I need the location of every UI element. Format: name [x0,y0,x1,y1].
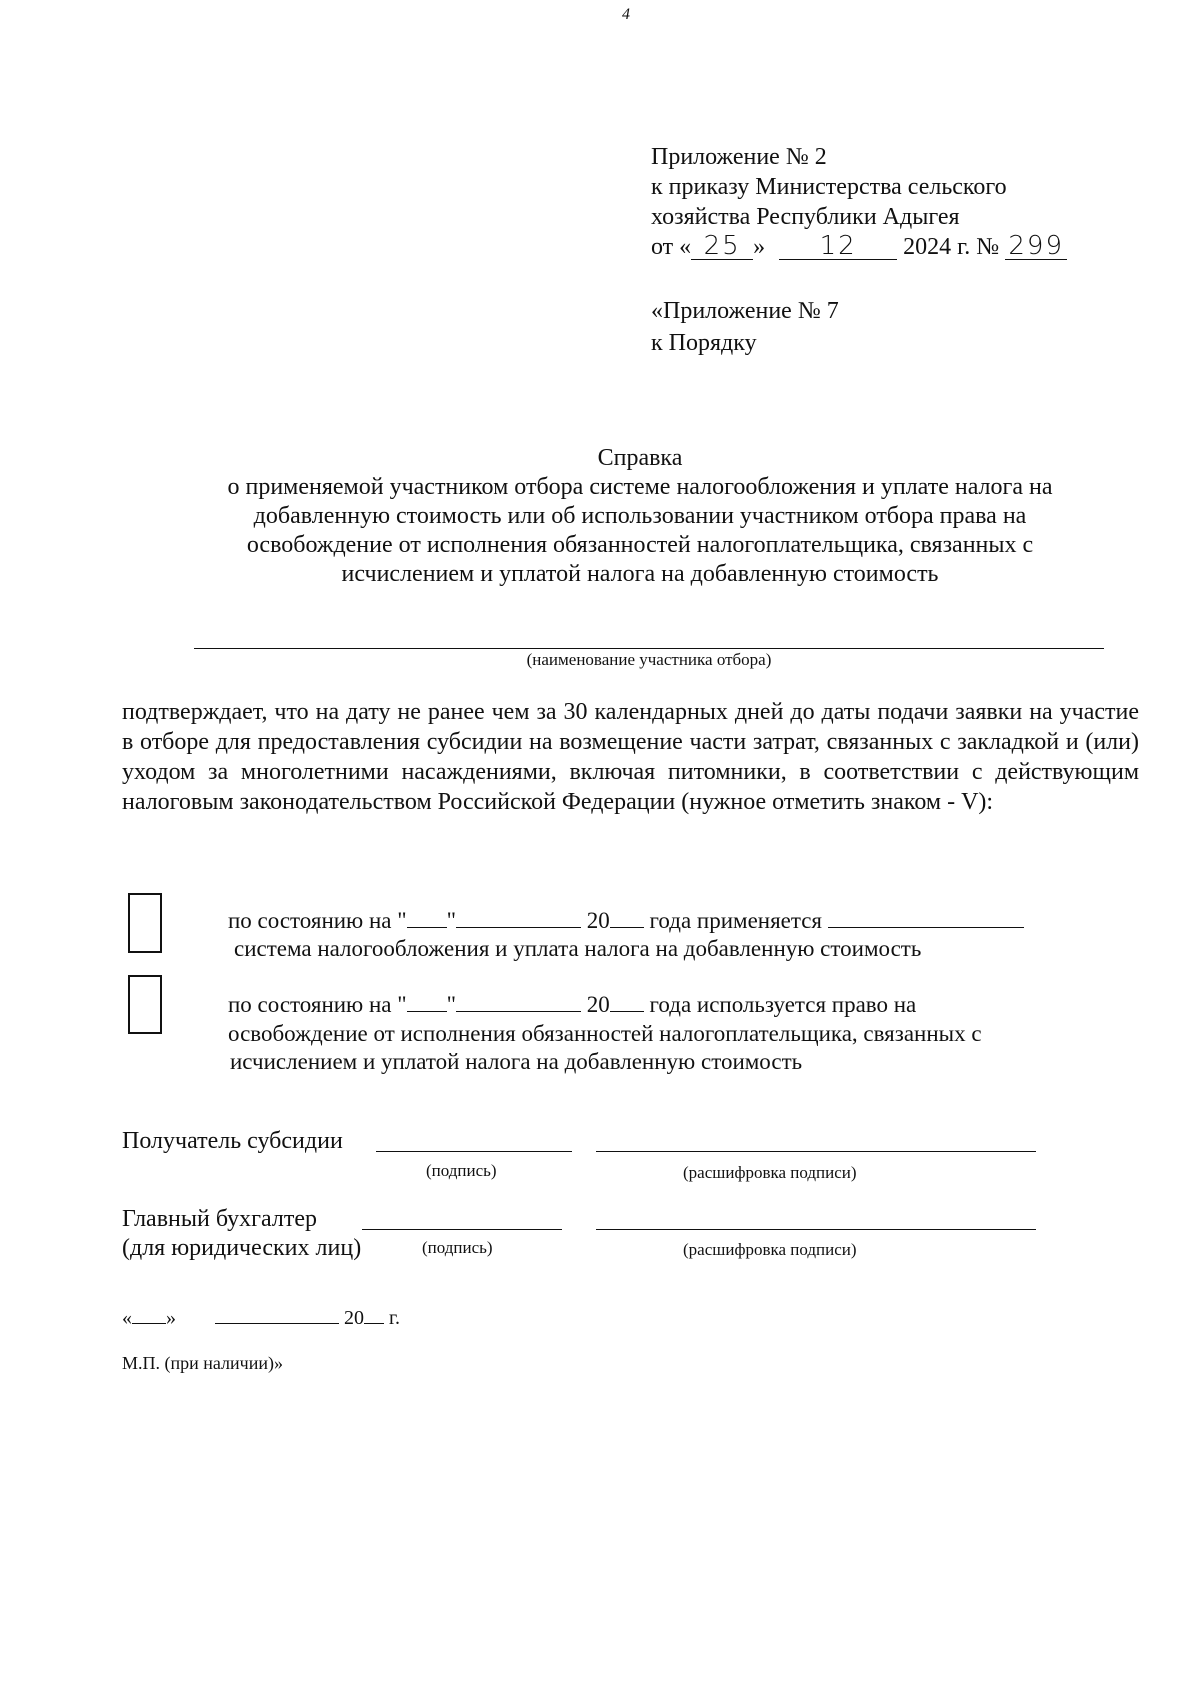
stamp-place: М.П. (при наличии)» [122,1353,283,1373]
quote-close: » [753,234,766,260]
header-date-line [651,232,1067,262]
accountant-decode-field[interactable] [596,1229,1036,1230]
year-part: 2024 г. № [903,234,1000,260]
month-blank[interactable] [456,907,581,928]
handwritten-month: 12 [779,233,897,260]
date-prefix: от « [651,234,692,260]
appendix-line-1: «Приложение № 7 [651,298,839,324]
recipient-label: Получатель субсидии [122,1128,343,1154]
date-open-quote: « [122,1307,132,1329]
month-blank[interactable] [456,991,581,1012]
accountant-sublabel: (для юридических лиц) [122,1235,362,1261]
checkbox-taxation-system[interactable] [128,893,162,953]
accountant-signature-field[interactable] [362,1229,562,1230]
title-line-4: исчислением и уплатой налога на добавленную стоимость [341,561,939,587]
option-2-line-2: освобождение от исполнения обязанностей налогоплательщика, связанных с [228,1021,982,1046]
option-1-suffix: года применяется [649,908,823,933]
option-2-suffix: года используется право на [649,992,917,1017]
day-blank[interactable] [407,991,447,1012]
checkbox-vat-exemption[interactable] [128,975,162,1034]
date-twenty: 20 [344,1307,364,1329]
option-1-line-2: система налогообложения и уплата налога на добавленную стоимость [234,936,922,961]
recipient-decode-caption: (расшифровка подписи) [683,1163,857,1182]
date-year-blank[interactable] [364,1305,384,1324]
header-line-3: хозяйства Республики Адыгея [651,204,960,230]
date-month-blank[interactable] [215,1305,339,1324]
year-blank[interactable] [610,907,644,928]
handwritten-day: 25 [691,233,753,260]
title-heading: Справка [597,445,683,471]
title-line-1: о применяемой участником отбора системе налогообложения и уплате налога на [227,474,1053,500]
option-1-twenty: 20 [586,908,610,933]
date-day-blank[interactable] [132,1305,166,1324]
header-line-1: Приложение № 2 [651,144,827,170]
taxation-system-blank[interactable] [828,907,1024,928]
day-blank[interactable] [407,907,447,928]
appendix-line-2: к Порядку [651,330,757,356]
option-2-prefix: по состоянию на " [228,992,407,1017]
option-1-quote: " [446,908,457,933]
date-row [122,1305,400,1330]
participant-name-field[interactable] [194,648,1104,649]
date-close-quote: » [166,1307,176,1329]
option-2-line-3: исчислением и уплатой налога на добавленную стоимость [230,1049,803,1074]
recipient-signature-field[interactable] [376,1151,572,1152]
order-appendix-header [651,142,1067,262]
participant-name-caption: (наименование участника отбора) [526,650,772,669]
date-year-suffix: г. [389,1307,400,1329]
option-2-twenty: 20 [586,992,610,1017]
title-line-2: добавленную стоимость или об использовании участником отбора права на [253,503,1027,529]
year-blank[interactable] [610,991,644,1012]
header-line-2: к приказу Министерства сельского [651,174,1007,200]
option-2-line-1 [228,990,916,1019]
accountant-decode-caption: (расшифровка подписи) [683,1240,857,1259]
option-2-quote: " [446,992,457,1017]
option-1-line-1 [228,906,1024,935]
title-line-3: освобождение от исполнения обязанностей налогоплательщика, связанных с [246,532,1034,558]
accountant-signature-caption: (подпись) [422,1238,493,1257]
recipient-decode-field[interactable] [596,1151,1036,1152]
appendix-7-header [651,295,839,359]
option-1-prefix: по состоянию на " [228,908,407,933]
confirmation-paragraph: подтверждает, что на дату не ранее чем за 30 календарных дней до даты подачи заявки на участие в отборе для предоставления субсидии на возмещение части затрат, связанных с закладкой и (или) уходом за многолетними насаждениями, включая питомники, в соответствии с действующим налоговым законодательством Российской Федерации (нужное отметить знаком - V): [122,699,1139,815]
document-title [150,444,1130,589]
recipient-signature-caption: (подпись) [426,1161,497,1180]
accountant-label: Главный бухгалтер [122,1206,317,1232]
page-mark: 4 [622,6,630,23]
handwritten-number: 299 [1005,233,1067,260]
